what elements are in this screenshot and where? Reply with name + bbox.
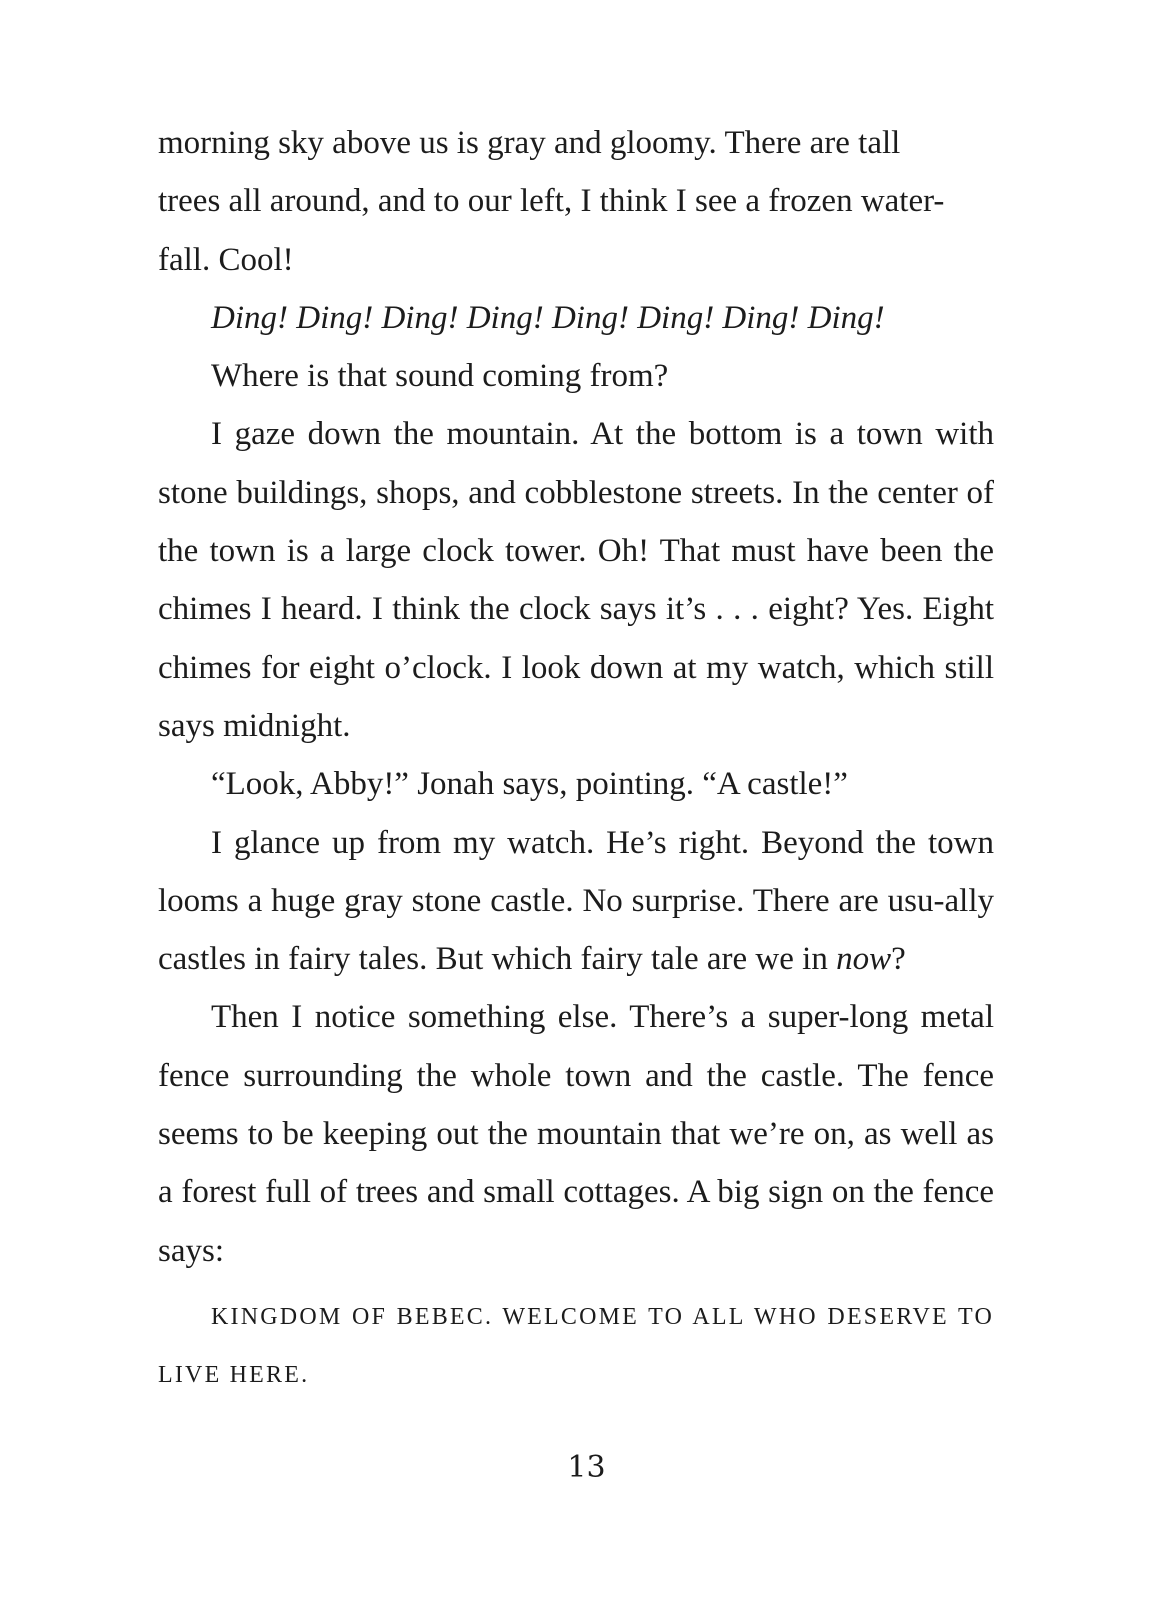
paragraph: Where is that sound coming from? (211, 358, 669, 395)
page-number: 13 (567, 1450, 606, 1485)
paragraph-continued (158, 114, 994, 289)
paragraph-line: morning sky above us is gray and gloomy. There are tall (158, 125, 901, 161)
paragraph-text: I glance up from my watch. He’s right. Beyond the town looms a huge gray stone castle. No surprise. There are usu-ally castles in fairy tales. But which fairy tale are we in (158, 824, 994, 978)
paragraph-line: fall. Cool! (158, 241, 294, 278)
paragraph-text-end: ? (891, 941, 906, 978)
paragraph: Then I notice something else. There’s a super-long metal fence surrounding the whole town and the castle. The fence seems to be keeping out the mountain that we’re on, as well as a forest full of trees and small cottages. A big sign on the fence says: (158, 999, 994, 1269)
paragraph-line: trees all around, and to our left, I think I see a frozen water- (158, 183, 945, 220)
sign-text: KINGDOM OF BEBEC. WELCOME TO ALL WHO DESERVE TO LIVE HERE. (158, 1303, 994, 1389)
dialogue-paragraph: “Look, Abby!” Jonah says, pointing. “A castle!” (211, 766, 848, 803)
paragraph (158, 814, 994, 989)
paragraph: I gaze down the mountain. At the bottom is a town with stone buildings, shops, and cobblestone streets. In the center of the town is a large clock tower. Oh! That must have been the chimes I heard. I think the clock says it’s . . . eight? Yes. Eight chimes for eight o’clock. I look down at my watch, which still says midnight. (158, 416, 994, 744)
chime-sound-text: Ding! Ding! Ding! Ding! Ding! Ding! Ding! Ding! (211, 299, 885, 336)
body-text (158, 114, 994, 1405)
emphasized-word: now (836, 941, 892, 978)
